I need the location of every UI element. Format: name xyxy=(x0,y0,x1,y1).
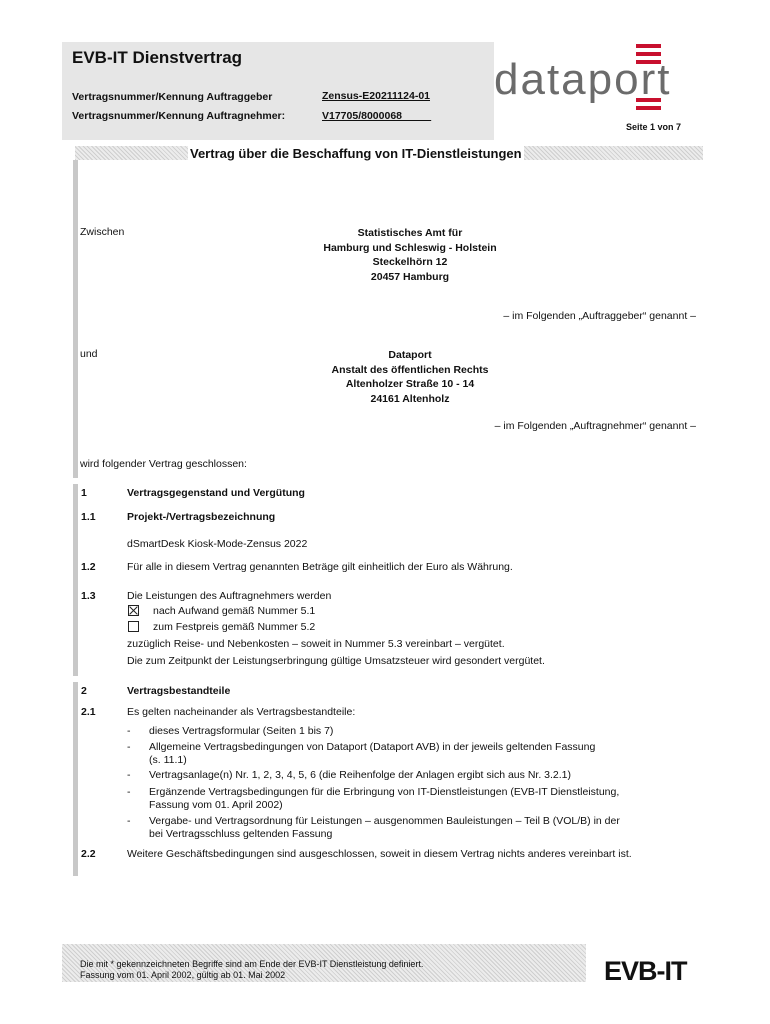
list-item-text: dieses Vertragsformular (Seiten 1 bis 7) xyxy=(149,725,334,737)
section-1-2-number: 1.2 xyxy=(81,561,96,573)
list-dash: - xyxy=(127,741,131,753)
aufwand-checkbox[interactable] xyxy=(128,605,139,616)
list-item xyxy=(127,741,687,766)
section-1-3-intro: Die Leistungen des Auftragnehmers werden xyxy=(127,590,332,602)
festpreis-checkbox[interactable] xyxy=(128,621,139,632)
footer-line2: Fassung vom 01. April 2002, gültig ab 01. Mai 2002 xyxy=(80,970,286,980)
client-name-line2: Hamburg und Schleswig - Holstein xyxy=(323,241,497,254)
between-label: Zwischen xyxy=(80,226,125,238)
evb-it-logo xyxy=(602,954,696,984)
contractor-name: Dataport xyxy=(388,349,432,361)
section-2-2-text: Weitere Geschäftsbedingungen sind ausgeschlossen, soweit in diesem Vertrag nichts anderes vereinbart ist. xyxy=(127,848,632,860)
document-title: EVB-IT Dienstvertrag xyxy=(72,48,243,67)
client-city: 20457 Hamburg xyxy=(370,270,450,283)
list-item-text: Vertragsanlage(n) Nr. 1, 2, 3, 4, 5, 6 (die Reihenfolge der Anlagen ergibt sich aus Nr. 3.2.1) xyxy=(149,769,571,781)
section-1-1-number: 1.1 xyxy=(81,511,96,523)
list-item xyxy=(127,725,687,738)
contractor-city: 24161 Altenholz xyxy=(370,392,450,405)
evb-it-logo-graphic xyxy=(602,954,696,984)
list-dash: - xyxy=(127,815,131,827)
evb-it-logo-text: EVB-IT xyxy=(604,956,687,984)
contractor-note: – im Folgenden „Auftragnehmer“ genannt – xyxy=(494,420,696,432)
list-item xyxy=(127,769,687,782)
auftragnehmer-value: V17705/8000068 xyxy=(322,110,402,122)
list-item xyxy=(127,786,687,811)
auftraggeber-value: Zensus-E20211124-01 xyxy=(322,90,430,102)
section-1-1-title: Projekt-/Vertragsbezeichnung xyxy=(127,511,276,523)
section-2-2-number: 2.2 xyxy=(81,848,96,860)
dataport-logo-text: dataport xyxy=(494,55,672,104)
section-2-1-number: 2.1 xyxy=(81,706,96,718)
client-street: Steckelhörn 12 xyxy=(372,256,448,268)
client-address xyxy=(290,226,530,284)
left-margin-bar xyxy=(73,160,78,478)
section-1-3-line4: Die zum Zeitpunkt der Leistungserbringung gültige Umsatzsteuer wird gesondert vergütet. xyxy=(127,655,545,667)
list-dash: - xyxy=(127,725,131,737)
list-item-text-cont: Fassung vom 01. April 2002) xyxy=(149,798,283,811)
client-note: – im Folgenden „Auftraggeber“ genannt – xyxy=(503,310,696,322)
festpreis-option-label: zum Festpreis gemäß Nummer 5.2 xyxy=(153,621,316,633)
section-1-3-number: 1.3 xyxy=(81,590,96,602)
page-number: Seite 1 von 7 xyxy=(626,122,682,132)
contract-title: Vertrag über die Beschaffung von IT-Dienstleistungen xyxy=(190,146,522,161)
and-label: und xyxy=(80,348,98,360)
contractor-address xyxy=(290,348,530,406)
contractor-legal-form: Anstalt des öffentlichen Rechts xyxy=(331,363,489,376)
section-2-number: 2 xyxy=(81,685,87,697)
footer-line1: Die mit * gekennzeichneten Begriffe sind am Ende der EVB-IT Dienstleistung definiert. xyxy=(80,959,424,969)
auftragnehmer-label: Vertragsnummer/Kennung Auftragnehmer: xyxy=(72,110,286,122)
list-item-text-cont: (s. 11.1) xyxy=(149,753,187,766)
section-2-1-intro: Es gelten nacheinander als Vertragsbestandteile: xyxy=(127,706,356,718)
list-item-text: Ergänzende Vertragsbedingungen für die Erbringung von IT-Dienstleistungen (EVB-IT Dienstleistung, xyxy=(149,786,620,798)
list-dash: - xyxy=(127,786,131,798)
list-dash: - xyxy=(127,769,131,781)
section-1-3-line3: zuzüglich Reise- und Nebenkosten – soweit in Nummer 5.3 vereinbart – vergütet. xyxy=(127,638,505,650)
list-item-text: Vergabe- und Vertragsordnung für Leistungen – ausgenommen Bauleistungen – Teil B (VOL/B) in der xyxy=(149,815,620,827)
list-item-text-cont: bei Vertragsschluss geltenden Fassung xyxy=(149,827,333,840)
section-1-title: Vertragsgegenstand und Vergütung xyxy=(127,487,305,499)
closing-sentence: wird folgender Vertrag geschlossen: xyxy=(80,458,247,470)
list-item-text: Allgemeine Vertragsbedingungen von Dataport (Dataport AVB) in der jeweils geltenden Fassung xyxy=(149,741,596,753)
contractor-street: Altenholzer Straße 10 - 14 xyxy=(345,378,475,390)
list-item xyxy=(127,815,687,840)
left-margin-bar xyxy=(73,484,78,676)
section-1-number: 1 xyxy=(81,487,87,499)
left-margin-bar xyxy=(73,682,78,876)
auftraggeber-label: Vertragsnummer/Kennung Auftraggeber xyxy=(72,91,273,103)
aufwand-option-label: nach Aufwand gemäß Nummer 5.1 xyxy=(153,605,316,617)
section-1-2-text: Für alle in diesem Vertrag genannten Beträge gilt einheitlich der Euro als Währung. xyxy=(127,561,513,573)
client-name-line1: Statistisches Amt für xyxy=(357,227,463,239)
section-2-title: Vertragsbestandteile xyxy=(127,685,231,697)
project-name-value: dSmartDesk Kiosk-Mode-Zensus 2022 xyxy=(127,538,308,550)
